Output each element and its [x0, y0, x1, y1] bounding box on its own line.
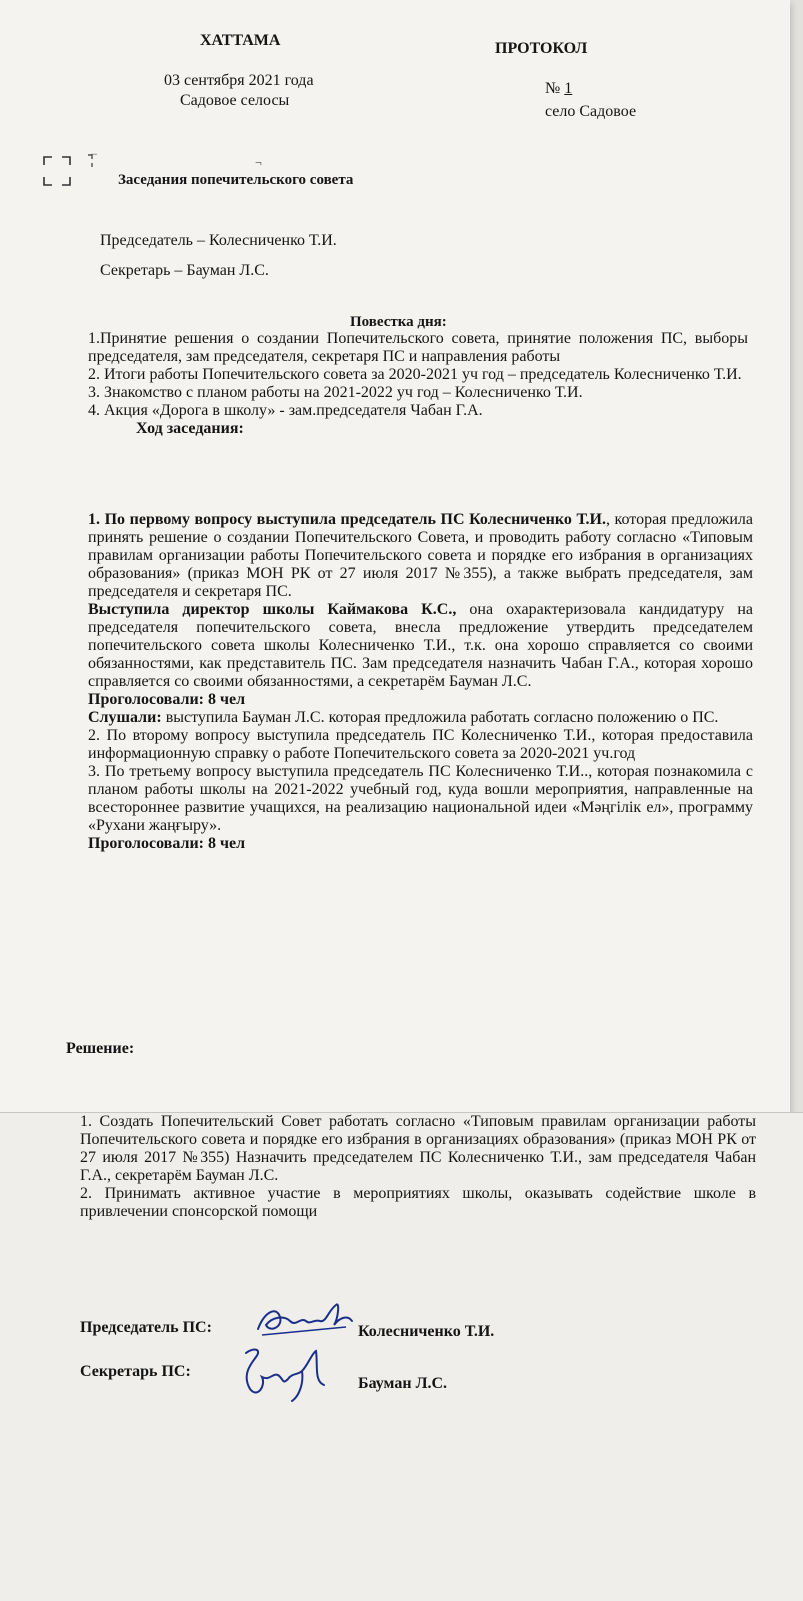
- chairman-line: Председатель – Колесниченко Т.И.: [100, 232, 337, 249]
- question-3: 3. По третьему вопросу выступила председатель ПС Колесниченко Т.И.., которая познакомила с планом работы школы на 2021-2022 учебный год, куда вошли мероприятия, направленные на всестороннее развитие учащихся, на реализацию национальной идеи «Мәңгілік ел», программу «Рухани жаңғыру».: [88, 763, 753, 834]
- agenda-heading: Повестка дня:: [350, 314, 447, 330]
- proceedings-heading: Ход заседания:: [136, 420, 244, 437]
- heard-text: выступила Бауман Л.С. которая предложила работать согласно положению о ПС.: [161, 709, 719, 726]
- agenda-list: [88, 330, 748, 438]
- proceedings-body: [88, 511, 753, 853]
- chairman-sign-label: Председатель ПС:: [80, 1319, 212, 1336]
- chairman-sign-name: Колесниченко Т.И.: [358, 1323, 495, 1340]
- agenda-item: 3. Знакомство с планом работы на 2021-2022 уч год – Колесниченко Т.И.: [88, 384, 583, 401]
- secretary-signature-icon: [232, 1345, 332, 1405]
- secretary-sign-name: Бауман Л.С.: [358, 1375, 448, 1392]
- question-1-text: , которая предложила принять решение о создании Попечительского Совета, и проводить работу согласно «Типовым правилам организации работы Попечительского совета и порядке его избрания в организациях образования» (приказ МОН РК от 27 июля 2017 №355), а также выбрать председателя, зам председателя и секретаря ПС.: [88, 511, 753, 600]
- decision-heading: Решение:: [66, 1040, 135, 1057]
- meeting-title: Заседания попечительского совета: [118, 172, 354, 188]
- protocol-page-2: [0, 1112, 803, 1601]
- question-1-speaker: 1. По первому вопросу выступила председатель ПС Колесниченко Т.И.: [88, 511, 606, 528]
- vote-result-1: Проголосовали: 8 чел: [88, 691, 246, 708]
- director-speech: [88, 601, 753, 691]
- decision-item: 2. Принимать активное участие в мероприятиях школы, оказывать содействие школе в привлечении спонсорской помощи: [80, 1185, 756, 1220]
- director-text: она охарактеризовала кандидатуру на председателя попечительского совета, внесла предложение утвердить председателем попечительского совета школы Колесниченко Т.И., т.к. она хорошо справляется со своими обязанностями, как представитель ПС. Зам председателя назначить Чабан Г.А., которая хорошо справляется со своими обязанностями, а секретарём Бауман Л.С.: [88, 601, 753, 690]
- header-left-title: ХАТТАМА: [200, 32, 281, 49]
- number-value: 1: [564, 80, 573, 97]
- decision-list: [80, 1113, 756, 1221]
- corner-mark-2: ¬: [255, 155, 262, 169]
- header-place-kz: Садовое селосы: [180, 92, 290, 109]
- secretary-sign-label: Секретарь ПС:: [80, 1363, 191, 1380]
- heard-label: Слушали:: [88, 709, 162, 726]
- question-1: [88, 511, 753, 601]
- director-speaker: Выступила директор школы Каймакова К.С.,: [88, 601, 457, 618]
- question-2: 2. По второму вопросу выступила председатель ПС Колесниченко Т.И., которая предоставила информационную справку о работе Попечительского совета за 2020-2021 уч.год: [88, 727, 753, 762]
- agenda-item: 4. Акция «Дорога в школу» - зам.председателя Чабан Г.А.: [88, 402, 483, 419]
- chairman-signature-icon: [250, 1291, 360, 1341]
- heard-section: [88, 709, 753, 727]
- agenda-item: 2. Итоги работы Попечительского совета за 2020-2021 уч год – председатель Колесниченко Т.И.: [88, 366, 742, 383]
- decision-item: 1. Создать Попечительский Совет работать согласно «Типовым правилам организации работы Попечительского совета и порядке его избрания в организациях образования» (приказ МОН РК от 27 июля 2017 №355) Назначить председателем ПС Колесниченко Т.И., зам председателя Чабан Г.А., секретарём Бауман Л.С.: [80, 1113, 756, 1184]
- protocol-number: [545, 80, 572, 98]
- corner-mark: ⌐: [91, 147, 98, 161]
- agenda-item: 1.Принятие решения о создании Попечительского совета, принятие положения ПС, выборы председателя, зам председателя, секретаря ПС и направления работы: [88, 330, 748, 365]
- number-label: №: [545, 80, 561, 97]
- vote-result-2: Проголосовали: 8 чел: [88, 835, 246, 852]
- header-place-ru: село Садовое: [545, 103, 637, 120]
- header-right-title: ПРОТОКОЛ: [495, 40, 588, 57]
- secretary-line: Секретарь – Бауман Л.С.: [100, 262, 269, 279]
- header-date: 03 сентября 2021 года: [164, 72, 314, 89]
